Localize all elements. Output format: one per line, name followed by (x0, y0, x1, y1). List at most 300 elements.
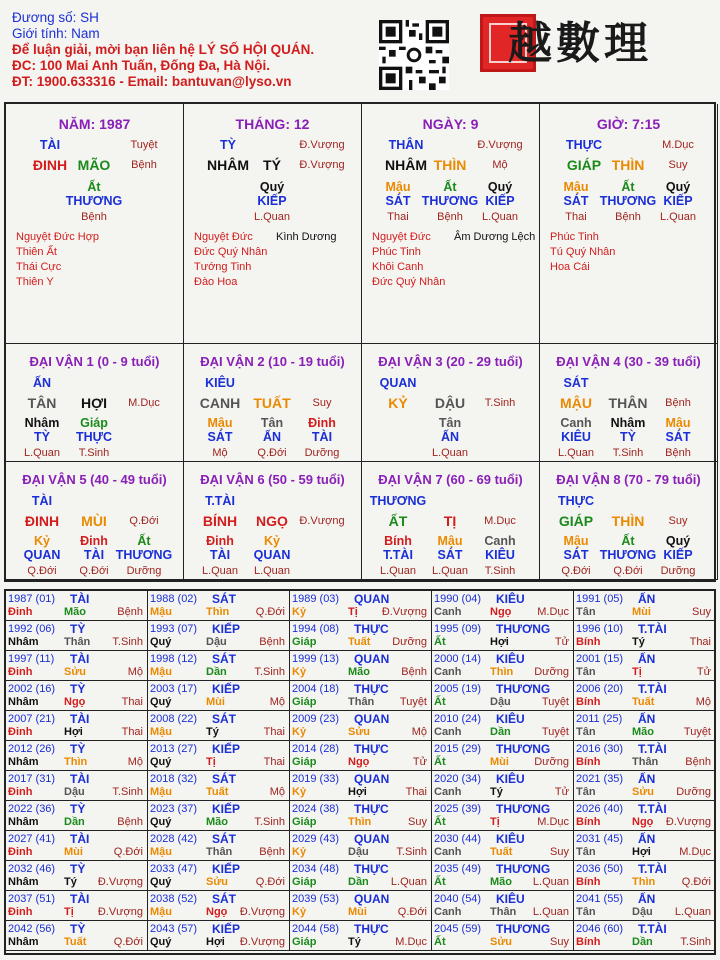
luck-hidden-god: SÁT (665, 430, 691, 444)
year-stem: Ất (434, 636, 446, 648)
year-branch: Hợi (206, 936, 225, 948)
year-branch: Thìn (348, 816, 372, 828)
year-cell (148, 921, 290, 951)
year-label: 2020 (34) (434, 773, 482, 785)
year-ten-god: QUAN (354, 652, 390, 666)
year-stage: Tử (554, 636, 569, 648)
year-label: 2030 (44) (434, 833, 482, 845)
year-branch: Mùi (632, 606, 651, 618)
pillar-title: NGÀY: 9 (422, 116, 479, 132)
year-label: 2036 (50) (576, 863, 624, 875)
luck-hidden-stage: Dưỡng (126, 565, 162, 577)
year-ten-god: TÀI (70, 712, 90, 726)
luck-stem: GIÁP (558, 513, 594, 529)
pillar-ten-god: THỰC (565, 138, 603, 152)
pillar-stem-stage: Đ.Vượng (299, 139, 345, 151)
year-cell (6, 591, 148, 621)
luck-hidden-god: ẤN (262, 430, 282, 444)
pillar-branch: MÃO (77, 157, 111, 173)
star-item: Âm Dương Lệch (454, 231, 536, 243)
year-cell (6, 861, 148, 891)
year-ten-god: KIẾP (212, 922, 241, 936)
year-cell (432, 711, 574, 741)
year-stem: Bính (576, 636, 601, 648)
hidden-stem: Ất (87, 180, 101, 194)
year-stem: Tân (576, 906, 596, 918)
year-label: 2038 (52) (150, 893, 198, 905)
year-label: 1995 (09) (434, 623, 482, 635)
luck-hidden-stem: Bính (384, 534, 412, 548)
year-label: 2024 (38) (292, 803, 340, 815)
year-stage: M.Dục (537, 816, 569, 828)
year-ten-god: T.TÀI (638, 742, 667, 756)
luck-hidden-stage: L.Quan (431, 565, 469, 577)
luck-hidden-god: TÀI (311, 430, 333, 444)
year-ten-god: TỲ (70, 922, 86, 936)
year-branch: Tuất (64, 936, 87, 948)
year-stem: Tân (576, 846, 596, 858)
year-label: 2034 (48) (292, 863, 340, 875)
luck-hidden-god: T.TÀI (383, 548, 413, 562)
year-stem: Giáp (292, 636, 317, 648)
star-item: Thiên Y (16, 276, 54, 288)
year-stage: T.Sinh (396, 846, 427, 858)
luck-hidden-god: QUAN (23, 548, 61, 562)
year-stage: Dưỡng (676, 786, 711, 798)
hidden-stem: Ất (443, 180, 457, 194)
year-cell (6, 711, 148, 741)
year-label: 1996 (10) (576, 623, 624, 635)
year-cell (574, 651, 716, 681)
year-label: 1990 (04) (434, 593, 482, 605)
year-stage: Thai (689, 636, 711, 648)
year-stem: Nhâm (8, 876, 39, 888)
year-stage: Tuyệt (541, 726, 569, 738)
year-stage: M.Dục (395, 936, 427, 948)
luck-hidden-stem: Mậu (207, 416, 233, 430)
year-stage: Tuyệt (541, 696, 569, 708)
year-cell (148, 741, 290, 771)
year-label: 2022 (36) (8, 803, 56, 815)
year-stage: Tử (696, 666, 711, 678)
year-cell (6, 681, 148, 711)
year-stage: Bệnh (117, 816, 143, 828)
year-stage: Mộ (269, 786, 285, 798)
year-label: 2045 (59) (434, 923, 482, 935)
year-ten-god: TÀI (70, 772, 90, 786)
year-branch: Thân (348, 696, 375, 708)
chart-header (12, 10, 352, 90)
luck-pillar-cell (6, 462, 184, 580)
year-label: 2017 (31) (8, 773, 56, 785)
year-stem: Nhâm (8, 756, 39, 768)
year-stem: Đinh (8, 786, 33, 798)
luck-ten-god: SÁT (563, 376, 589, 390)
year-ten-god: SÁT (212, 712, 236, 726)
year-label: 2023 (37) (150, 803, 198, 815)
year-ten-god: KIẾP (212, 622, 241, 636)
luck-ten-god: THƯƠNG (369, 494, 427, 508)
year-branch: Tý (348, 936, 361, 948)
hidden-stage: L.Quan (481, 211, 519, 223)
year-branch: Tị (490, 816, 500, 828)
year-label: 2002 (16) (8, 683, 56, 695)
year-ten-god: TỲ (70, 802, 86, 816)
year-ten-god: ẤN (638, 592, 656, 606)
luck-stem: MẬU (560, 395, 592, 411)
luck-stage: Q.Đới (129, 515, 159, 527)
year-branch: Dậu (348, 846, 369, 858)
pillar-stem-stage: M.Dục (662, 139, 694, 151)
luck-hidden-god: THỰC (75, 430, 113, 444)
year-stem: Giáp (292, 696, 317, 708)
star-item: Tướng Tinh (194, 261, 252, 273)
pillar-title: THÁNG: 12 (235, 116, 310, 132)
pillar-branch-stage: Đ.Vượng (299, 159, 345, 171)
luck-hidden-stage: Bệnh (665, 447, 691, 459)
hidden-stage: Bệnh (615, 211, 641, 223)
year-ten-god: SÁT (212, 892, 236, 906)
year-cell (432, 741, 574, 771)
year-branch: Hợi (490, 636, 509, 648)
luck-hidden-stage: Dưỡng (660, 565, 696, 577)
year-stem: Kỷ (292, 666, 307, 678)
year-cell (6, 771, 148, 801)
year-cell (6, 741, 148, 771)
year-branch: Hợi (64, 726, 83, 738)
year-branch: Dần (64, 816, 85, 828)
year-cell (148, 771, 290, 801)
year-cell (148, 621, 290, 651)
year-stem: Canh (434, 606, 462, 618)
year-branch: Dần (206, 666, 227, 678)
star-item: Kình Dương (276, 231, 337, 243)
year-label: 1999 (13) (292, 653, 340, 665)
luck-pillar-cell (184, 344, 362, 462)
year-ten-god: TÀI (70, 592, 90, 606)
year-stage: Đ.Vượng (97, 876, 143, 888)
year-stem: Bính (576, 696, 601, 708)
luck-hidden-stage: Q.Đới (613, 565, 643, 577)
luck-ten-god: T.TÀI (205, 494, 235, 508)
year-ten-god: ẤN (638, 712, 656, 726)
year-stem: Bính (576, 756, 601, 768)
year-label: 2008 (22) (150, 713, 198, 725)
year-label: 2010 (24) (434, 713, 482, 725)
pillar-ten-god: TÀI (39, 138, 61, 152)
luck-ten-god: TÀI (31, 494, 53, 508)
year-stage: Thai (121, 696, 143, 708)
year-stem: Mậu (150, 726, 172, 738)
year-cell (290, 921, 432, 951)
year-ten-god: TỲ (70, 682, 86, 696)
year-ten-god: T.TÀI (638, 922, 667, 936)
year-stem: Canh (434, 846, 462, 858)
year-stage: Suy (550, 936, 569, 948)
year-branch: Thìn (632, 876, 656, 888)
year-stage: T.Sinh (254, 666, 285, 678)
luck-hidden-stem: Kỷ (264, 534, 280, 548)
year-branch: Sửu (206, 876, 229, 888)
year-stem: Nhâm (8, 816, 39, 828)
year-stage: Đ.Vượng (381, 606, 427, 618)
year-stem: Canh (434, 726, 462, 738)
year-label: 1989 (03) (292, 593, 340, 605)
year-cell (290, 861, 432, 891)
year-ten-god: THƯƠNG (496, 862, 551, 876)
year-branch: Thân (206, 846, 233, 858)
year-ten-god: TÀI (70, 832, 90, 846)
year-stem: Nhâm (8, 636, 39, 648)
year-label: 1992 (06) (8, 623, 56, 635)
year-label: 2031 (45) (576, 833, 624, 845)
year-cell (432, 621, 574, 651)
year-stage: Suy (408, 816, 427, 828)
year-stage: Đ.Vượng (239, 936, 285, 948)
year-label: 2027 (41) (8, 833, 56, 845)
year-stage: L.Quan (532, 906, 569, 918)
year-stem: Ất (434, 936, 446, 948)
phone-email: ĐT: 1900.633316 - Email: bantuvan@lyso.vn (12, 74, 292, 89)
year-stem: Mậu (150, 906, 172, 918)
year-stem: Mậu (150, 786, 172, 798)
hidden-stem: Quý (665, 180, 691, 194)
luck-hidden-stage: L.Quan (201, 565, 239, 577)
year-label: 2029 (43) (292, 833, 340, 845)
year-branch: Mão (348, 666, 370, 678)
year-label: 2006 (20) (576, 683, 624, 695)
luck-hidden-god: TỲ (620, 430, 636, 444)
year-branch: Tị (348, 606, 358, 618)
year-label: 2018 (32) (150, 773, 198, 785)
year-branch: Tị (206, 756, 216, 768)
luck-hidden-stem: Đinh (206, 534, 234, 548)
year-stage: L.Quan (532, 876, 569, 888)
year-branch: Sửu (632, 786, 655, 798)
year-stem: Canh (434, 786, 462, 798)
year-label: 2046 (60) (576, 923, 624, 935)
year-branch: Ngọ (490, 606, 512, 618)
pillar-branch: THÌN (611, 157, 645, 173)
pillar-branch: THÌN (433, 157, 467, 173)
luck-branch: TỊ (443, 513, 457, 529)
year-branch: Tị (632, 666, 642, 678)
luck-hidden-stem: Quý (665, 534, 691, 548)
luck-stage: Bệnh (665, 397, 691, 409)
year-cell (290, 591, 432, 621)
year-stage: Mộ (269, 696, 285, 708)
luck-stage: M.Dục (128, 397, 160, 409)
year-branch: Dậu (206, 636, 227, 648)
year-stem: Ất (434, 876, 446, 888)
luck-hidden-stem: Mậu (665, 416, 691, 430)
year-branch: Tý (206, 726, 219, 738)
year-stage: Bệnh (401, 666, 427, 678)
luck-stem: BÍNH (202, 513, 238, 529)
year-stem: Nhâm (8, 936, 39, 948)
year-cell (148, 681, 290, 711)
luck-hidden-god: KIÊU (561, 430, 591, 444)
hidden-stage: Bệnh (81, 211, 107, 223)
year-ten-god: SÁT (212, 832, 236, 846)
luck-hidden-stem: Đinh (308, 416, 336, 430)
year-ten-god: THỰC (354, 622, 389, 636)
luck-hidden-god: SÁT (437, 548, 463, 562)
owner-name: Đương số: SH (12, 10, 99, 25)
year-ten-god: KIÊU (496, 892, 525, 906)
year-ten-god: QUAN (354, 592, 390, 606)
year-label: 2003 (17) (150, 683, 198, 695)
luck-hidden-stem: Canh (484, 534, 516, 548)
year-branch: Sửu (348, 726, 371, 738)
year-cell (432, 891, 574, 921)
luck-hidden-god: THƯƠNG (115, 548, 173, 562)
year-stage: T.Sinh (254, 816, 285, 828)
luck-hidden-god: SÁT (207, 430, 233, 444)
star-item: Nguyệt Đức (194, 231, 253, 243)
pillar-cell (184, 104, 362, 344)
year-cell (432, 651, 574, 681)
hidden-ten-god: KIẾP (257, 194, 287, 208)
year-ten-god: ẤN (638, 832, 656, 846)
luck-hidden-stem: Ất (621, 534, 635, 548)
year-stem: Đinh (8, 666, 33, 678)
luck-hidden-stem: Nhâm (610, 416, 646, 430)
year-ten-god: TỲ (70, 742, 86, 756)
year-stem: Tân (576, 786, 596, 798)
year-ten-god: TỲ (70, 622, 86, 636)
year-label: 2014 (28) (292, 743, 340, 755)
address: ĐC: 100 Mai Anh Tuấn, Đống Đa, Hà Nội. (12, 58, 271, 73)
luck-hidden-stage: Q.Đới (257, 447, 287, 459)
year-branch: Dậu (490, 696, 511, 708)
year-cell (290, 621, 432, 651)
year-label: 2037 (51) (8, 893, 56, 905)
year-label: 2042 (56) (8, 923, 56, 935)
year-stem: Giáp (292, 816, 317, 828)
year-stage: L.Quan (674, 906, 711, 918)
year-branch: Tuất (490, 846, 513, 858)
year-cell (432, 831, 574, 861)
luck-stage: Suy (668, 515, 688, 527)
year-stem: Giáp (292, 756, 317, 768)
hidden-stem: Ất (621, 180, 635, 194)
year-cell (6, 621, 148, 651)
year-stage: Mộ (411, 726, 427, 738)
year-label: 2016 (30) (576, 743, 624, 755)
year-branch: Tuất (348, 636, 371, 648)
year-stem: Ất (434, 696, 446, 708)
year-ten-god: TÀI (70, 652, 90, 666)
luck-hidden-stage: L.Quan (557, 447, 595, 459)
luck-hidden-stem: Nhâm (24, 416, 60, 430)
year-ten-god: THỰC (354, 862, 389, 876)
year-stem: Giáp (292, 936, 317, 948)
year-stem: Kỷ (292, 606, 307, 618)
year-label: 2040 (54) (434, 893, 482, 905)
hidden-stage: L.Quan (659, 211, 697, 223)
year-cell (148, 591, 290, 621)
year-label: 2044 (58) (292, 923, 340, 935)
luck-pillar-title: ĐẠI VẬN 2 (10 - 19 tuổi) (200, 354, 345, 369)
year-label: 2005 (19) (434, 683, 482, 695)
year-stem: Mậu (150, 666, 172, 678)
year-stage: Suy (550, 846, 569, 858)
year-label: 2013 (27) (150, 743, 198, 755)
luck-stem: CANH (199, 395, 241, 411)
pillar-branch-stage: Mộ (492, 159, 508, 171)
pillar-branch-stage: Suy (668, 159, 688, 171)
star-item: Tú Quý Nhân (550, 246, 616, 258)
year-branch: Thân (490, 906, 517, 918)
year-ten-god: SÁT (212, 592, 236, 606)
year-ten-god: THƯƠNG (496, 682, 551, 696)
logo (480, 14, 705, 74)
luck-hidden-stage: L.Quan (379, 565, 417, 577)
star-item: Đào Hoa (194, 276, 238, 288)
year-branch: Mùi (348, 906, 367, 918)
year-stem: Canh (434, 666, 462, 678)
pillar-stem: GIÁP (566, 157, 602, 173)
luck-stage: Suy (312, 397, 332, 409)
year-cell (6, 651, 148, 681)
year-ten-god: KIẾP (212, 742, 241, 756)
luck-stage: T.Sinh (484, 397, 516, 409)
luck-pillar-cell (362, 344, 540, 462)
year-ten-god: T.TÀI (638, 622, 667, 636)
special-stars (372, 230, 445, 290)
year-cell (432, 861, 574, 891)
year-stem: Kỷ (292, 846, 307, 858)
star-item: Đức Quý Nhân (194, 246, 268, 258)
logo-text: 越數理 (508, 18, 652, 69)
year-stage: Q.Đới (113, 936, 143, 948)
year-ten-god: THƯƠNG (496, 622, 551, 636)
luck-ten-god: THỰC (557, 494, 595, 508)
year-label: 1998 (12) (150, 653, 198, 665)
year-stem: Tân (576, 606, 596, 618)
year-cell (290, 741, 432, 771)
year-ten-god: QUAN (354, 832, 390, 846)
year-branch: Dần (348, 876, 369, 888)
hidden-ten-god: KIẾP (663, 194, 693, 208)
star-item: Đức Quý Nhân (372, 276, 446, 288)
luck-stem: ẤT (388, 513, 408, 529)
luck-hidden-stem: Ất (137, 534, 151, 548)
luck-pillar-cell (540, 462, 718, 580)
pillar-cell (540, 104, 718, 344)
year-stage: Thai (263, 726, 285, 738)
pillar-cell (362, 104, 540, 344)
year-stage: Dưỡng (392, 636, 427, 648)
year-branch: Thìn (206, 606, 230, 618)
year-ten-god: THƯƠNG (496, 802, 551, 816)
hidden-ten-god: SÁT (563, 194, 589, 208)
year-stage: Mộ (127, 666, 143, 678)
year-cell (148, 861, 290, 891)
pillar-ten-god: THÂN (388, 138, 424, 152)
year-branch: Sửu (490, 936, 513, 948)
special-stars (16, 230, 99, 290)
year-branch: Dậu (632, 906, 653, 918)
year-ten-god: KIÊU (496, 652, 525, 666)
year-ten-god: KIÊU (496, 592, 525, 606)
hidden-ten-god: KIẾP (485, 194, 515, 208)
year-label: 1997 (11) (8, 653, 55, 665)
year-stage: Mộ (695, 696, 711, 708)
year-branch: Ngọ (206, 906, 228, 918)
year-cell (574, 771, 716, 801)
